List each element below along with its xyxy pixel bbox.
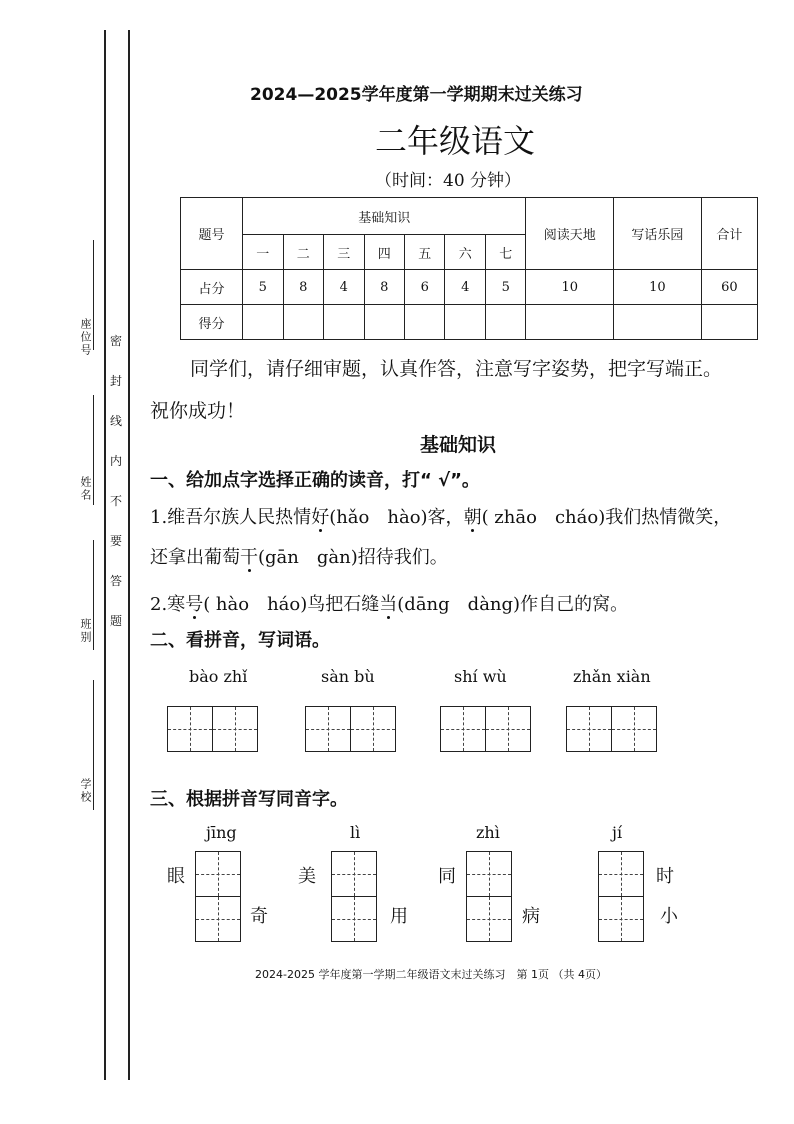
name-label: 姓名: [79, 476, 92, 502]
q3-word-char: 用: [390, 906, 408, 927]
tianzige-cell[interactable]: [611, 706, 657, 752]
dotted-char: 号: [185, 594, 204, 615]
col-item: 三: [324, 235, 364, 270]
seal-char: 不: [110, 494, 123, 508]
subject-title: 二年级语文: [375, 122, 536, 160]
tianzige-cell[interactable]: [466, 896, 512, 942]
q1-choice[interactable]: ( zhāo cháo)我们热情微笑，: [481, 507, 732, 528]
q1-heading: 一、给加点字选择正确的读音，打“ √”。: [150, 470, 480, 491]
tianzige-cell[interactable]: [485, 706, 531, 752]
q3-writing-column[interactable]: [195, 851, 241, 942]
q3-writing-column[interactable]: [598, 851, 644, 942]
q3-word-char: 小: [660, 906, 678, 927]
tianzige-cell[interactable]: [167, 706, 213, 752]
got-cell[interactable]: [364, 305, 404, 340]
points-cell: 4: [445, 270, 485, 305]
points-cell: 8: [364, 270, 404, 305]
q2-pinyin: zhǎn xiàn: [573, 667, 651, 686]
got-cell[interactable]: [614, 305, 702, 340]
got-cell[interactable]: [526, 305, 614, 340]
got-cell[interactable]: [445, 305, 485, 340]
got-cell[interactable]: [485, 305, 525, 340]
q2-pinyin: shí wù: [454, 667, 507, 686]
col-item: 五: [405, 235, 445, 270]
q3-word-char: 时: [656, 866, 674, 887]
school-underline[interactable]: [93, 680, 94, 810]
q1-text: 还拿出葡萄: [150, 547, 240, 568]
q2-writing-grid[interactable]: [167, 706, 258, 752]
q1-choice[interactable]: (dāng dàng)作自己的窝。: [397, 594, 629, 615]
q3-writing-column[interactable]: [466, 851, 512, 942]
seal-char: 线: [110, 414, 123, 428]
dotted-char: 当: [379, 594, 398, 615]
got-cell[interactable]: [243, 305, 283, 340]
dotted-char: 干: [240, 547, 258, 568]
seal-char: 答: [110, 574, 123, 588]
score-table: [180, 197, 758, 340]
margin-line-right: [128, 30, 130, 1080]
q3-word-char: 美: [298, 866, 316, 887]
points-cell: 8: [283, 270, 323, 305]
seal-char: 要: [110, 534, 123, 548]
tianzige-cell[interactable]: [598, 851, 644, 897]
q3-pinyin: jí: [612, 823, 623, 842]
q2-heading: 二、看拼音，写词语。: [150, 630, 330, 651]
points-cell: 60: [701, 270, 757, 305]
page-footer: 2024-2025 学年度第一学期二年级语文末过关练习 第 1页 （共 4页）: [255, 968, 607, 981]
q3-writing-column[interactable]: [331, 851, 377, 942]
tianzige-cell[interactable]: [350, 706, 396, 752]
col-item: 二: [283, 235, 323, 270]
points-cell: 4: [324, 270, 364, 305]
q3-word-char: 眼: [167, 866, 185, 887]
col-item: 七: [485, 235, 525, 270]
q2-pinyin: sàn bù: [321, 667, 375, 686]
points-cell: 6: [405, 270, 445, 305]
col-item: 六: [445, 235, 485, 270]
q1-text: 2.寒: [150, 594, 186, 615]
q1-text: 1.维吾尔族人民热情: [150, 507, 312, 528]
q1-choice[interactable]: (hǎo hào)客，: [329, 507, 464, 528]
seal-char: 题: [110, 614, 123, 628]
col-reading: 阅读天地: [526, 198, 614, 270]
seal-char: 密: [110, 334, 123, 348]
q3-heading: 三、根据拼音写同音字。: [150, 789, 348, 810]
tianzige-cell[interactable]: [598, 896, 644, 942]
got-cell[interactable]: [405, 305, 445, 340]
tianzige-cell[interactable]: [195, 896, 241, 942]
points-label: 占分: [181, 270, 243, 305]
col-item: 四: [364, 235, 404, 270]
got-label: 得分: [181, 305, 243, 340]
q2-writing-grid[interactable]: [566, 706, 657, 752]
got-cell[interactable]: [701, 305, 757, 340]
q1-sentence-2: [150, 590, 628, 616]
name-underline[interactable]: [93, 395, 94, 505]
section-title: 基础知识: [420, 434, 497, 456]
row-header: 题号: [181, 198, 243, 270]
exam-title: 2024—2025学年度第一学期期末过关练习: [250, 85, 583, 105]
intro-line-2: 祝你成功！: [150, 400, 246, 422]
tianzige-cell[interactable]: [566, 706, 612, 752]
q3-pinyin: jīng: [206, 823, 237, 842]
q3-word-char: 病: [522, 906, 540, 927]
seal-char: 内: [110, 454, 123, 468]
q2-pinyin: bào zhǐ: [189, 667, 248, 686]
q3-pinyin: zhì: [476, 823, 500, 842]
col-total: 合计: [701, 198, 757, 270]
q1-sentence-1-cont: [150, 543, 448, 569]
tianzige-cell[interactable]: [440, 706, 486, 752]
seat-label: 座位号: [79, 318, 92, 357]
col-item: 一: [243, 235, 283, 270]
seal-char: 封: [110, 374, 123, 388]
points-cell: 5: [485, 270, 525, 305]
points-cell: 5: [243, 270, 283, 305]
q3-word-char: 奇: [250, 906, 268, 927]
points-cell: 10: [526, 270, 614, 305]
q3-word-char: 同: [438, 866, 456, 887]
q2-writing-grid[interactable]: [440, 706, 531, 752]
tianzige-cell[interactable]: [331, 896, 377, 942]
q1-choice[interactable]: (gān gàn)招待我们。: [258, 547, 448, 568]
time-limit: （时间：40 分钟）: [375, 171, 522, 191]
q3-pinyin: lì: [350, 823, 361, 842]
tianzige-cell[interactable]: [466, 851, 512, 897]
q1-sentence-1: [150, 503, 731, 529]
points-cell: 10: [614, 270, 702, 305]
margin-line-left: [104, 30, 106, 1080]
q2-writing-grid[interactable]: [305, 706, 396, 752]
tianzige-cell[interactable]: [305, 706, 351, 752]
dotted-char: 朝: [463, 507, 482, 528]
dotted-char: 好: [311, 507, 330, 528]
class-underline[interactable]: [93, 540, 94, 650]
tianzige-cell[interactable]: [331, 851, 377, 897]
col-writing: 写话乐园: [614, 198, 702, 270]
intro-line-1: 同学们，请仔细审题，认真作答，注意写字姿势，把字写端正。: [190, 358, 723, 380]
group-basic: 基础知识: [243, 198, 526, 235]
school-label: 学校: [79, 778, 92, 804]
tianzige-cell[interactable]: [212, 706, 258, 752]
class-label: 班别: [79, 618, 92, 644]
tianzige-cell[interactable]: [195, 851, 241, 897]
seat-underline[interactable]: [93, 240, 94, 350]
got-cell[interactable]: [283, 305, 323, 340]
q1-choice[interactable]: ( hào háo)鸟把石缝: [203, 594, 380, 615]
got-cell[interactable]: [324, 305, 364, 340]
